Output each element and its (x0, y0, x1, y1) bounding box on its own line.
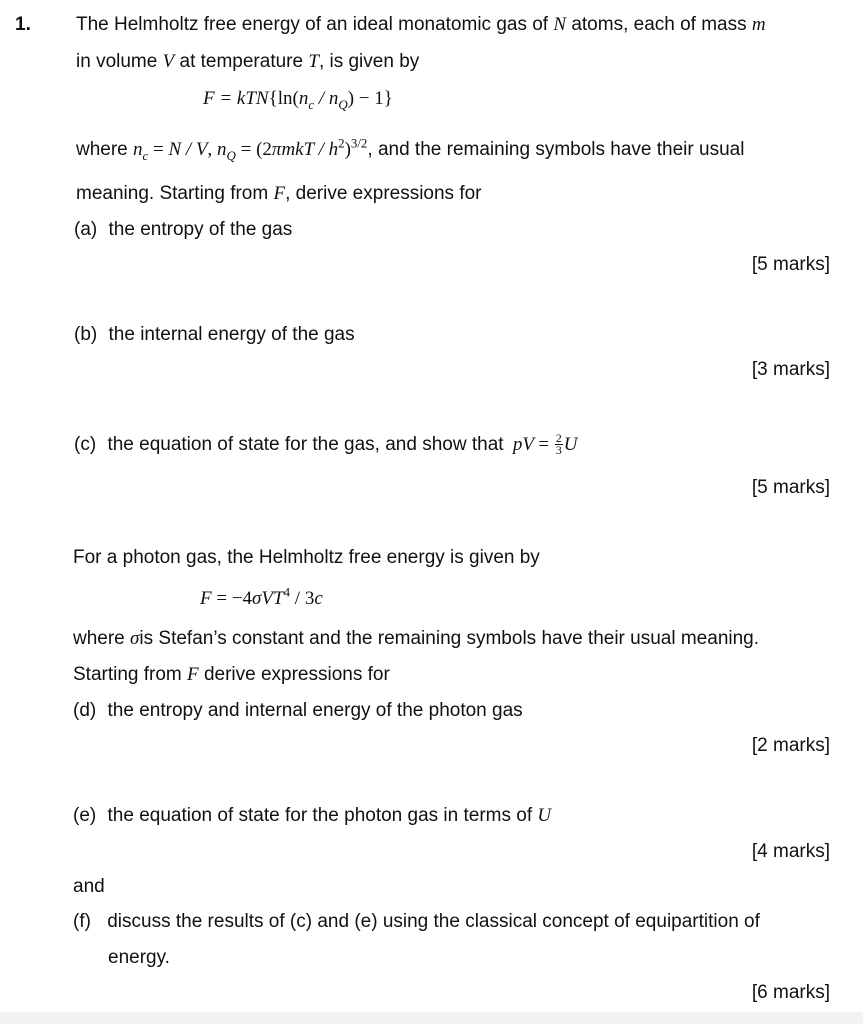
where-line (76, 135, 745, 163)
meaning-text: , derive expressions for (285, 183, 482, 204)
part-text: the entropy and internal energy of the photon gas (107, 700, 523, 721)
symbol-T: T (308, 51, 319, 72)
where-text: where (76, 139, 128, 160)
where-text: , and the remaining symbols have their usual (367, 139, 745, 160)
equation-helmholtz-photon: F = −4σVT$^4$ / 3c (200, 584, 323, 609)
intro-text: , is given by (318, 51, 420, 72)
part-label: (b) (74, 324, 98, 345)
equation-helmholtz-ideal: $F = kTN\{\ln(n_c / n_Q) - 1\}$ (203, 88, 393, 112)
photon-where-text: where (73, 628, 125, 649)
intro-text: in volume (76, 51, 158, 72)
equation-pv: pV = $\frac{2}{3}$ U (512, 432, 578, 458)
question-number: 1. (15, 14, 31, 35)
part-label: (d) (73, 700, 97, 721)
page-bottom-edge (0, 1012, 863, 1024)
part-f-continuation: energy. (108, 947, 170, 968)
part-label: (c) (74, 434, 97, 456)
symbol-F: F (273, 183, 286, 204)
photon-intro: For a photon gas, the Helmholtz free energy is given by (73, 547, 540, 568)
symbol-F: F (187, 664, 199, 685)
and-connector: and (73, 876, 105, 897)
symbol-sigma: σ (130, 628, 140, 649)
photon-where-line (73, 629, 759, 648)
marks-f: [6 marks] (751, 982, 830, 1003)
part-label: (e) (73, 805, 97, 826)
part-d (73, 701, 523, 720)
marks-e: [4 marks] (751, 841, 830, 862)
marks-a: [5 marks] (751, 254, 830, 275)
part-text: the entropy of the gas (108, 219, 293, 240)
intro-text: The Helmholtz free energy of an ideal monatomic gas of (76, 14, 549, 35)
intro-text: atoms, each of mass (571, 14, 747, 35)
intro-text: at temperature (179, 51, 304, 72)
meaning-text: meaning. Starting from (76, 183, 269, 204)
marks-b: [3 marks] (751, 359, 830, 380)
symbol-N: N (553, 14, 567, 35)
photon-start-text: Starting from (73, 664, 182, 685)
marks-c: [5 marks] (751, 477, 830, 498)
marks-d: [2 marks] (751, 735, 830, 756)
photon-where-text: is Stefan’s constant and the remaining symbols have their usual meaning. (139, 628, 760, 649)
symbol-U: U (537, 805, 552, 826)
photon-start-text: derive expressions for (203, 664, 390, 685)
symbol-m: m (751, 14, 766, 35)
part-e (73, 806, 551, 825)
symbol-V: V (162, 51, 175, 72)
part-text: the internal energy of the gas (108, 324, 355, 345)
part-label: (a) (74, 219, 98, 240)
intro-line-2 (76, 52, 419, 71)
intro-line-1 (76, 15, 766, 34)
part-label: (f) (73, 911, 91, 932)
definition-nc-nq: $n_c = N / V$, $n_Q = (2\pi mkT / h^2)^{3/2}$ (133, 135, 368, 163)
part-f (73, 912, 760, 931)
meaning-line (76, 184, 482, 203)
part-c (74, 433, 577, 456)
part-text: the equation of state for the gas, and show that (107, 434, 504, 456)
photon-start-line (73, 665, 390, 684)
part-text: the equation of state for the photon gas in terms of (107, 805, 533, 826)
part-b (74, 325, 355, 344)
part-text: discuss the results of (c) and (e) using the classical concept of equipartition of (107, 911, 760, 932)
part-a (74, 220, 292, 239)
